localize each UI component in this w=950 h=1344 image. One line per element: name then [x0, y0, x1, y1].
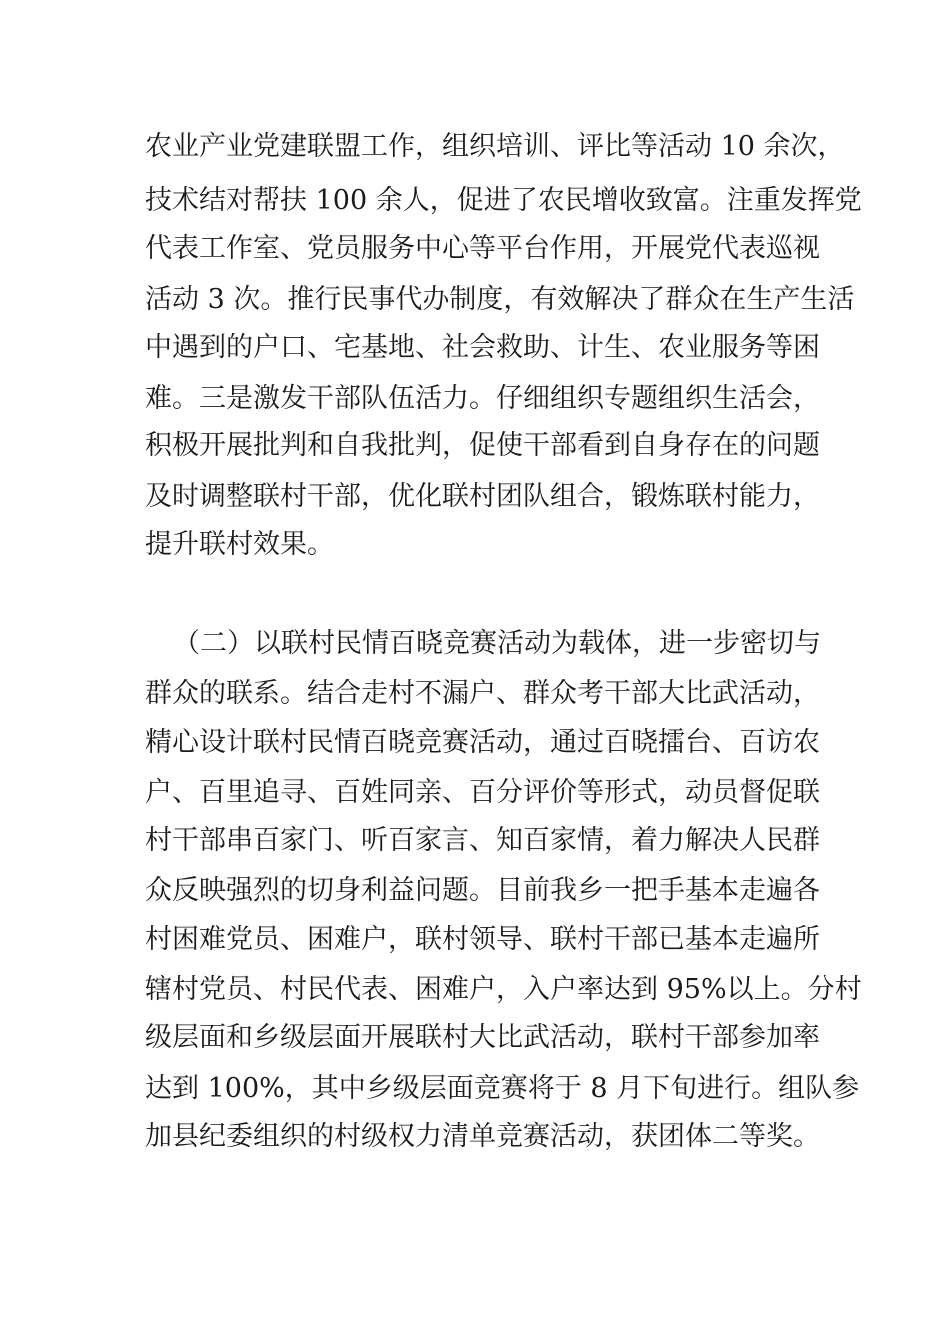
text-line: 加县纪委组织的村级权力清单竞赛活动，获团体二等奖。	[145, 1121, 820, 1152]
text-line: 达到 100%，其中乡级层面竞赛将于 8 月下旬进行。组队参	[145, 1073, 860, 1104]
text-line: 活动 3 次。推行民事代办制度，有效解决了群众在生产生活	[145, 284, 855, 315]
text-line: 级层面和乡级层面开展联村大比武活动，联村干部参加率	[145, 1022, 820, 1053]
text-line: 村干部串百家门、听百家言、知百家情，着力解决人民群	[145, 825, 820, 856]
text-line: 精心设计联村民情百晓竞赛活动，通过百晓擂台、百访农	[145, 727, 820, 758]
text-line: 及时调整联村干部，优化联村团队组合，锻炼联村能力，	[145, 481, 820, 512]
text-line: 中遇到的户口、宅基地、社会救助、计生、农业服务等困	[145, 332, 820, 363]
text-line: 提升联村效果。	[145, 529, 334, 560]
text-line: 技术结对帮扶 100 余人，促进了农民增收致富。注重发挥党	[145, 185, 862, 216]
text-line: 积极开展批判和自我批判，促使干部看到自身存在的问题	[145, 430, 820, 461]
text-line: 众反映强烈的切身利益问题。目前我乡一把手基本走遍各	[145, 875, 820, 906]
text-line: 难。三是激发干部队伍活力。仔细组织专题组织生活会，	[145, 383, 820, 414]
text-line: 辖村党员、村民代表、困难户，入户率达到 95%以上。分村	[145, 974, 862, 1005]
text-line: 村困难党员、困难户，联村领导、联村干部已基本走遍所	[145, 924, 820, 955]
text-line: 农业产业党建联盟工作，组织培训、评比等活动 10 余次，	[145, 131, 845, 162]
text-line: 代表工作室、党员服务中心等平台作用，开展党代表巡视	[145, 233, 820, 264]
text-line: 户、百里追寻、百姓同亲、百分评价等形式，动员督促联	[145, 777, 820, 808]
text-line: （二）以联村民情百晓竞赛活动为载体，进一步密切与	[173, 628, 821, 659]
text-line: 群众的联系。结合走村不漏户、群众考干部大比武活动，	[145, 678, 820, 709]
